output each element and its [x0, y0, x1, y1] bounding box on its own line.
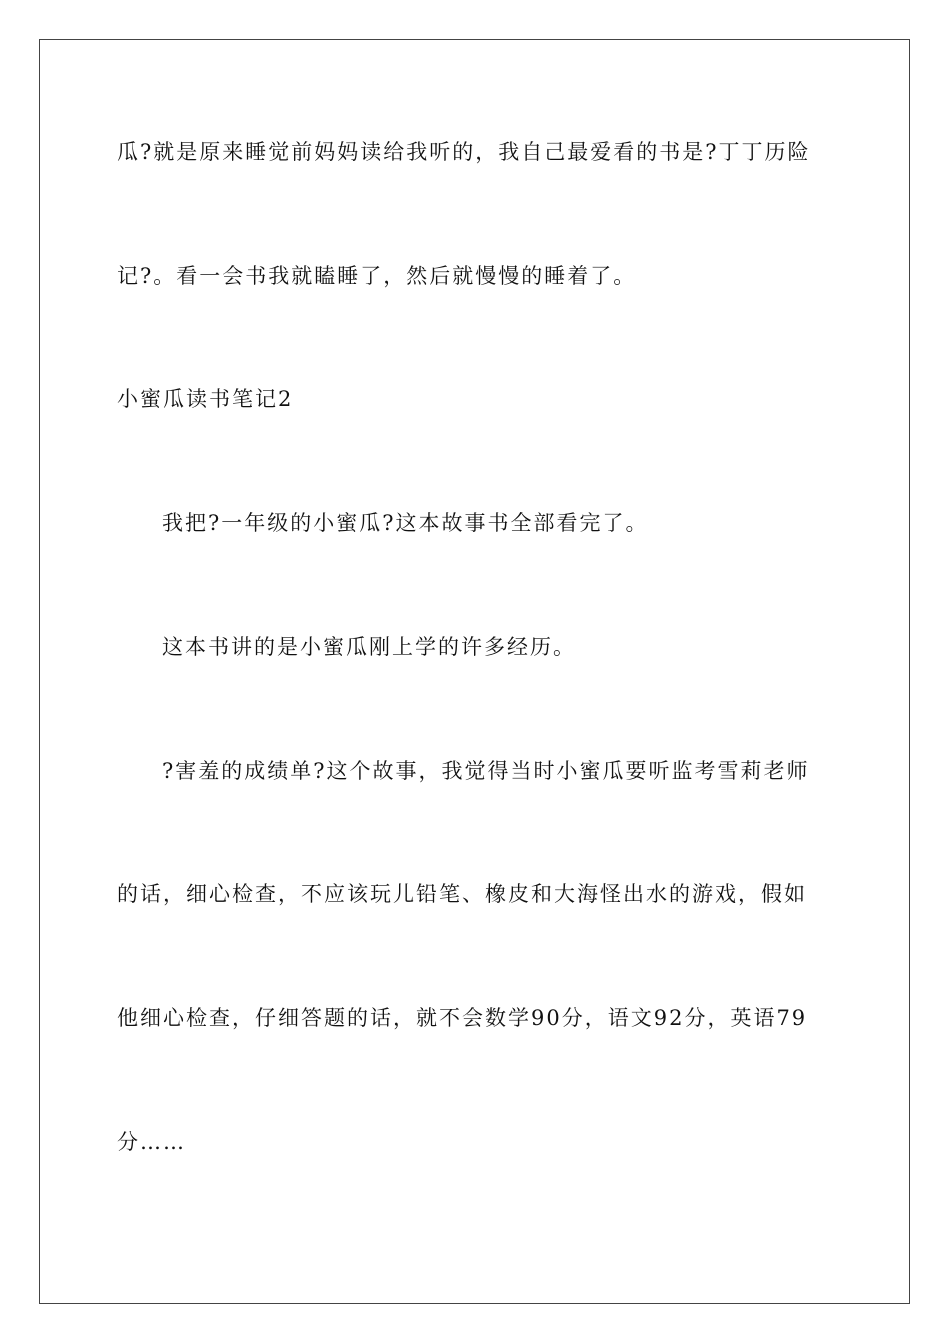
- page-border: [39, 39, 910, 1304]
- paragraph-line: 记?。看一会书我就瞌睡了，然后就慢慢的睡着了。: [117, 264, 637, 288]
- paragraph-line: 这本书讲的是小蜜瓜刚上学的许多经历。: [162, 635, 576, 659]
- paragraph-line: 我把?一年级的小蜜瓜?这本故事书全部看完了。: [162, 511, 649, 535]
- paragraph-line: 他细心检查，仔细答题的话，就不会数学90分，语文92分，英语79: [117, 1006, 808, 1030]
- paragraph-line: ?害羞的成绩单?这个故事，我觉得当时小蜜瓜要听监考雪莉老师: [162, 759, 810, 783]
- paragraph-line: 瓜?就是原来睡觉前妈妈读给我听的，我自己最爱看的书是?丁丁历险: [117, 140, 811, 164]
- paragraph-line: 的话，细心检查，不应该玩儿铅笔、橡皮和大海怪出水的游戏，假如: [117, 882, 807, 906]
- paragraph-line: 分……: [117, 1130, 186, 1154]
- section-heading: 小蜜瓜读书笔记2: [117, 387, 294, 411]
